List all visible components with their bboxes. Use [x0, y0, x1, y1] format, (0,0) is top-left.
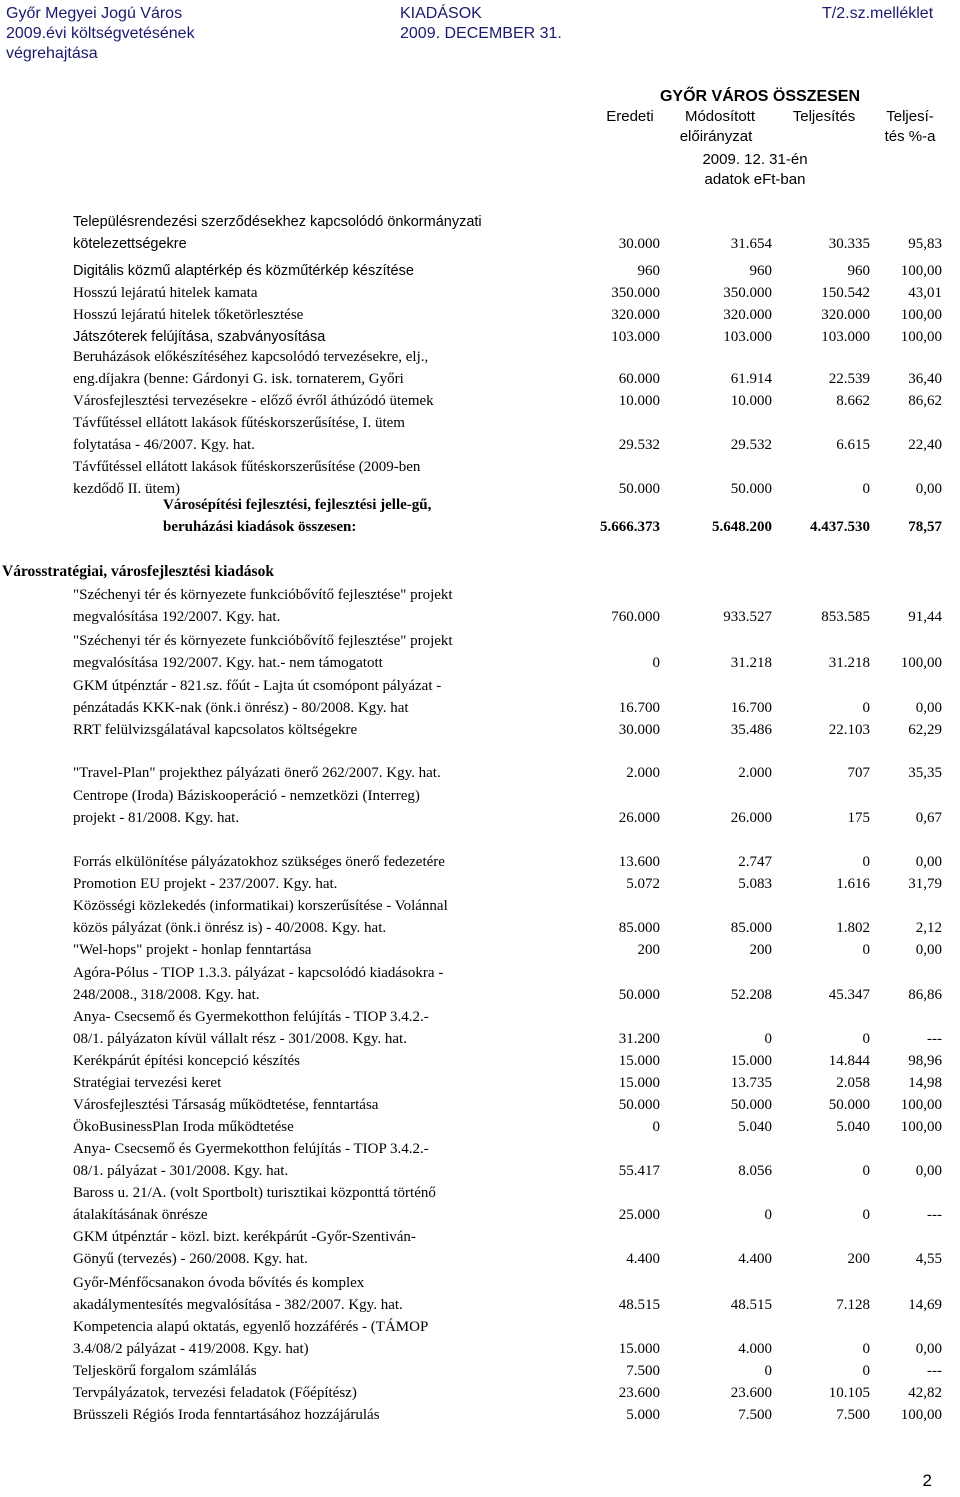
cell-modified: 2.747 — [738, 854, 772, 870]
cell-original: 960 — [637, 263, 660, 279]
cell-percent: 35,35 — [908, 765, 942, 781]
table-row — [0, 1360, 960, 1382]
row-description: GKM útpénztár - 821.sz. főút - Lajta út csomópont pályázat - pénzátadás KKK-nak (önk.i önrész) - 80/2008. Kgy. hat — [73, 678, 442, 716]
cell-original: 7.500 — [626, 1363, 660, 1379]
cell-percent: 0,00 — [915, 854, 942, 870]
cell-completed: 5.040 — [836, 1119, 870, 1135]
cell-percent: 62,29 — [908, 722, 942, 738]
cell-modified: 200 — [749, 942, 772, 958]
table-row — [0, 1094, 960, 1116]
total-modified: 5.648.200 — [712, 519, 772, 535]
table-row — [0, 412, 960, 456]
cell-percent: 4,55 — [915, 1251, 942, 1267]
cell-modified: 50.000 — [730, 1097, 772, 1113]
cell-modified: 350.000 — [723, 285, 772, 301]
table-row — [0, 1050, 960, 1072]
cell-percent: --- — [927, 1363, 942, 1379]
row-description: Stratégiai tervezési keret — [73, 1075, 222, 1091]
row-description: GKM útpénztár - közl. bizt. kerékpárút -Győr-Szentiván- Gönyű (tervezés) - 260/2008. Kgy. hat. — [73, 1229, 416, 1267]
cell-original: 5.000 — [626, 1407, 660, 1423]
cell-completed: 853.585 — [821, 609, 870, 625]
row-description: Városfejlesztési Társaság működtetése, fenntartása — [73, 1097, 379, 1113]
section-title: Városstratégiai, városfejlesztési kiadások — [2, 563, 274, 580]
row-description: Digitális közmű alaptérkép és közműtérkép készítése — [73, 263, 414, 279]
cell-original: 30.000 — [618, 236, 660, 252]
cell-completed: 175 — [847, 810, 870, 826]
cell-original: 50.000 — [618, 987, 660, 1003]
cell-completed: 7.128 — [836, 1297, 870, 1313]
cell-percent: 0,67 — [915, 810, 942, 826]
cell-percent: 0,00 — [915, 1341, 942, 1357]
row-description: "Wel-hops" projekt - honlap fenntartása — [73, 942, 312, 958]
total-label: Városépítési fejlesztési, fejlesztési jelle-gű, beruházási kiadások összesen: — [163, 497, 432, 535]
table-row — [0, 1316, 960, 1360]
col-completed-label: Teljesítés — [792, 108, 856, 125]
cell-modified: 52.208 — [730, 987, 772, 1003]
cell-percent: 86,62 — [908, 393, 942, 409]
cell-original: 15.000 — [618, 1341, 660, 1357]
table-row — [0, 304, 960, 326]
table-row — [0, 584, 960, 628]
cell-percent: --- — [927, 1207, 942, 1223]
cell-completed: 30.335 — [828, 236, 870, 252]
cell-percent: 42,82 — [908, 1385, 942, 1401]
cell-modified: 48.515 — [730, 1297, 772, 1313]
cell-percent: 36,40 — [908, 371, 942, 387]
table-row — [0, 1272, 960, 1316]
row-description: Promotion EU projekt - 237/2007. Kgy. hat. — [73, 876, 338, 892]
cell-modified: 8.056 — [738, 1163, 772, 1179]
cell-completed: 6.615 — [836, 437, 870, 453]
cell-modified: 16.700 — [730, 700, 772, 716]
table-row — [0, 785, 960, 829]
col-original-label: Eredeti — [606, 108, 654, 125]
cell-original: 5.072 — [626, 876, 660, 892]
total-row — [0, 494, 960, 538]
cell-original: 25.000 — [618, 1207, 660, 1223]
cell-percent: 0,00 — [915, 700, 942, 716]
row-description: Baross u. 21/A. (volt Sportbolt) turisztikai központtá történő átalakításának önrésze — [73, 1185, 436, 1223]
cell-completed: 0 — [862, 700, 870, 716]
table-row — [0, 1226, 960, 1270]
table-row — [0, 1404, 960, 1426]
cell-percent: 100,00 — [900, 1119, 942, 1135]
cell-modified: 0 — [764, 1031, 772, 1047]
row-description: Távfűtéssel ellátott lakások fűtéskorszerűsítése, I. ütem folytatása - 46/2007. Kgy. hat. — [73, 415, 405, 453]
cell-percent: 2,12 — [915, 920, 942, 936]
cell-completed: 1.802 — [836, 920, 870, 936]
cell-modified: 933.527 — [723, 609, 772, 625]
page-number: 2 — [922, 1471, 932, 1490]
cell-percent: 100,00 — [900, 329, 942, 345]
cell-percent: 100,00 — [900, 263, 942, 279]
row-description: "Széchenyi tér és környezete funkcióbővítő fejlesztése" projekt megvalósítása 192/2007. Kgy. hat.- nem támogatott — [73, 633, 453, 671]
row-description: Közösségi közlekedés (informatikai) korszerűsítése - Volánnal közös pályázat (önk.i önrész is) - 40/2008. Kgy. hat. — [73, 898, 448, 936]
table-row — [0, 962, 960, 1006]
cell-original: 10.000 — [618, 393, 660, 409]
cell-original: 16.700 — [618, 700, 660, 716]
table-row — [0, 851, 960, 873]
table-row — [0, 1006, 960, 1050]
row-description: RRT felülvizsgálatával kapcsolatos költségekre — [73, 722, 358, 738]
cell-original: 320.000 — [611, 307, 660, 323]
row-description: Teljeskörű forgalom számlálás — [73, 1363, 257, 1379]
cell-percent: 14,69 — [908, 1297, 942, 1313]
row-description: Győr-Ménfőcsanakon óvoda bővítés és komplex akadálymentesítés megvalósítása - 382/2007. Kgy. hat. — [73, 1275, 403, 1313]
row-description: Agóra-Pólus - TIOP 1.3.3. pályázat - kapcsolódó kiadásokra - 248/2008., 318/2008. Kgy. hat. — [73, 965, 444, 1003]
row-description: Forrás elkülönítése pályázatokhoz szükséges önerő fedezetére — [73, 854, 445, 870]
cell-completed: 31.218 — [828, 655, 870, 671]
cell-completed: 45.347 — [828, 987, 870, 1003]
cell-modified: 0 — [764, 1363, 772, 1379]
row-description: Távfűtéssel ellátott lakások fűtéskorszerűsítése (2009-ben kezdődő II. ütem) — [73, 459, 421, 497]
cell-completed: 7.500 — [836, 1407, 870, 1423]
cell-original: 4.400 — [626, 1251, 660, 1267]
cell-modified: 7.500 — [738, 1407, 772, 1423]
cell-completed: 1.616 — [836, 876, 870, 892]
cell-completed: 8.662 — [836, 393, 870, 409]
cell-percent: 100,00 — [900, 307, 942, 323]
cell-completed: 320.000 — [821, 307, 870, 323]
table-row — [0, 390, 960, 412]
cell-original: 50.000 — [618, 1097, 660, 1113]
cell-original: 0 — [652, 1119, 660, 1135]
cell-original: 23.600 — [618, 1385, 660, 1401]
col-percent-label: Teljesí- — [886, 108, 934, 125]
cell-modified: 23.600 — [730, 1385, 772, 1401]
row-description: Kompetencia alapú oktatás, egyenlő hozzáférés - (TÁMOP 3.4/08/2 pályázat - 419/2008. Kgy. hat) — [73, 1319, 429, 1357]
cell-completed: 0 — [862, 481, 870, 497]
org-name: Győr Megyei Jogú Város — [6, 5, 183, 22]
table-row — [0, 762, 960, 784]
row-description: Tervpályázatok, tervezési feladatok (Főépítész) — [73, 1385, 357, 1401]
table-row — [0, 211, 960, 255]
cell-original: 60.000 — [618, 371, 660, 387]
total-percent: 78,57 — [908, 519, 942, 535]
cell-percent: 100,00 — [900, 1097, 942, 1113]
cell-original: 31.200 — [618, 1031, 660, 1047]
row-description: Anya- Csecsemő és Gyermekotthon felújítás - TIOP 3.4.2.- 08/1. pályázaton kívül vállalt rész - 301/2008. Kgy. hat. — [73, 1009, 429, 1047]
cell-completed: 0 — [862, 854, 870, 870]
cell-completed: 22.103 — [828, 722, 870, 738]
cell-original: 50.000 — [618, 481, 660, 497]
cell-percent: 43,01 — [908, 285, 942, 301]
cell-modified: 10.000 — [730, 393, 772, 409]
table-row — [0, 1072, 960, 1094]
doc-date: 2009. DECEMBER 31. — [400, 25, 562, 42]
row-description: Hosszú lejáratú hitelek kamata — [73, 285, 258, 301]
cell-original: 29.532 — [618, 437, 660, 453]
col-percent-label-2: tés %-a — [884, 128, 936, 145]
row-description: "Széchenyi tér és környezete funkcióbővítő fejlesztése" projekt megvalósítása 192/2007. Kgy. hat. — [73, 587, 453, 625]
date-note: 2009. 12. 31-én — [702, 151, 808, 168]
cell-original: 350.000 — [611, 285, 660, 301]
table-row — [0, 260, 960, 282]
row-description: ÖkoBusinessPlan Iroda működtetése — [73, 1119, 294, 1135]
cell-percent: --- — [927, 1031, 942, 1047]
doc-title: KIADÁSOK — [400, 5, 482, 22]
cell-percent: 14,98 — [908, 1075, 942, 1091]
cell-percent: 0,00 — [915, 481, 942, 497]
cell-original: 2.000 — [626, 765, 660, 781]
cell-completed: 0 — [862, 1341, 870, 1357]
row-description: Centrope (Iroda) Báziskooperáció - nemzetközi (Interreg) projekt - 81/2008. Kgy. hat. — [73, 788, 420, 826]
cell-completed: 0 — [862, 1207, 870, 1223]
cell-modified: 4.000 — [738, 1341, 772, 1357]
row-description: Játszóterek felújítása, szabványosítása — [73, 329, 326, 345]
cell-modified: 960 — [749, 263, 772, 279]
cell-modified: 5.040 — [738, 1119, 772, 1135]
cell-percent: 86,86 — [908, 987, 942, 1003]
row-description: Hosszú lejáratú hitelek tőketörlesztése — [73, 307, 304, 323]
cell-modified: 0 — [764, 1207, 772, 1223]
cell-percent: 31,79 — [908, 876, 942, 892]
cell-original: 760.000 — [611, 609, 660, 625]
cell-completed: 14.844 — [828, 1053, 870, 1069]
cell-completed: 960 — [847, 263, 870, 279]
cell-percent: 0,00 — [915, 1163, 942, 1179]
cell-modified: 13.735 — [730, 1075, 772, 1091]
cell-modified: 320.000 — [723, 307, 772, 323]
table-row — [0, 719, 960, 741]
cell-percent: 22,40 — [908, 437, 942, 453]
cell-modified: 4.400 — [738, 1251, 772, 1267]
cell-percent: 98,96 — [908, 1053, 942, 1069]
total-original: 5.666.373 — [600, 519, 660, 535]
cell-modified: 5.083 — [738, 876, 772, 892]
cell-modified: 2.000 — [738, 765, 772, 781]
table-row — [0, 939, 960, 961]
row-description: Brüsszeli Régiós Iroda fenntartásához hozzájárulás — [73, 1407, 380, 1423]
cell-modified: 103.000 — [723, 329, 772, 345]
cell-modified: 50.000 — [730, 481, 772, 497]
budget-year: 2009.évi költségvetésének — [6, 25, 195, 42]
table-row — [0, 1382, 960, 1404]
cell-completed: 10.105 — [828, 1385, 870, 1401]
cell-percent: 100,00 — [900, 655, 942, 671]
table-row — [0, 1138, 960, 1182]
cell-completed: 50.000 — [828, 1097, 870, 1113]
cell-completed: 200 — [847, 1251, 870, 1267]
cell-completed: 707 — [847, 765, 870, 781]
row-description: Anya- Csecsemő és Gyermekotthon felújítás - TIOP 3.4.2.- 08/1. pályázat - 301/2008. Kgy. hat. — [73, 1141, 429, 1179]
col-modified-label: Módosított — [684, 108, 756, 125]
table-row — [0, 282, 960, 304]
execution-label: végrehajtása — [6, 45, 98, 62]
cell-original: 26.000 — [618, 810, 660, 826]
table-row — [0, 630, 960, 674]
cell-percent: 100,00 — [900, 1407, 942, 1423]
table-row — [0, 326, 960, 348]
cell-completed: 2.058 — [836, 1075, 870, 1091]
cell-completed: 0 — [862, 1031, 870, 1047]
annex-label: T/2.sz.melléklet — [822, 5, 934, 22]
cell-completed: 150.542 — [821, 285, 870, 301]
cell-original: 85.000 — [618, 920, 660, 936]
cell-modified: 29.532 — [730, 437, 772, 453]
row-description: Városfejlesztési tervezésekre - előző évről áthúzódó ütemek — [73, 393, 434, 409]
cell-modified: 26.000 — [730, 810, 772, 826]
cell-original: 15.000 — [618, 1053, 660, 1069]
cell-completed: 0 — [862, 942, 870, 958]
cell-completed: 22.539 — [828, 371, 870, 387]
cell-original: 13.600 — [618, 854, 660, 870]
table-row — [0, 1116, 960, 1138]
row-description: Kerékpárút építési koncepció készítés — [73, 1053, 300, 1069]
row-description: Településrendezési szerződésekhez kapcsolódó önkormányzati kötelezettségekre — [73, 214, 482, 252]
cell-modified: 15.000 — [730, 1053, 772, 1069]
cell-completed: 103.000 — [821, 329, 870, 345]
cell-modified: 31.654 — [730, 236, 772, 252]
row-description: Beruházások előkészítéséhez kapcsolódó tervezésekre, elj., eng.díjakra (benne: Gárdonyi G. isk. tornaterem, Győri — [73, 349, 429, 387]
table-row — [0, 346, 960, 390]
cell-original: 15.000 — [618, 1075, 660, 1091]
cell-original: 103.000 — [611, 329, 660, 345]
table-row — [0, 873, 960, 895]
cell-original: 0 — [652, 655, 660, 671]
col-original-label-2: előirányzat — [679, 128, 753, 145]
cell-original: 48.515 — [618, 1297, 660, 1313]
cell-percent: 91,44 — [908, 609, 942, 625]
table-row — [0, 675, 960, 719]
unit-note: adatok eFt-ban — [704, 171, 806, 188]
cell-original: 200 — [637, 942, 660, 958]
table-row — [0, 895, 960, 939]
cell-original: 30.000 — [618, 722, 660, 738]
cell-modified: 61.914 — [730, 371, 772, 387]
cell-modified: 85.000 — [730, 920, 772, 936]
cell-modified: 35.486 — [730, 722, 772, 738]
row-description: "Travel-Plan" projekthez pályázati önerő 262/2007. Kgy. hat. — [73, 765, 441, 781]
group-title: GYŐR VÁROS ÖSSZESEN — [659, 88, 861, 105]
cell-modified: 31.218 — [730, 655, 772, 671]
cell-completed: 0 — [862, 1163, 870, 1179]
cell-percent: 0,00 — [915, 942, 942, 958]
cell-percent: 95,83 — [908, 236, 942, 252]
cell-completed: 0 — [862, 1363, 870, 1379]
total-completed: 4.437.530 — [810, 519, 870, 535]
table-row — [0, 1182, 960, 1226]
cell-original: 55.417 — [618, 1163, 660, 1179]
